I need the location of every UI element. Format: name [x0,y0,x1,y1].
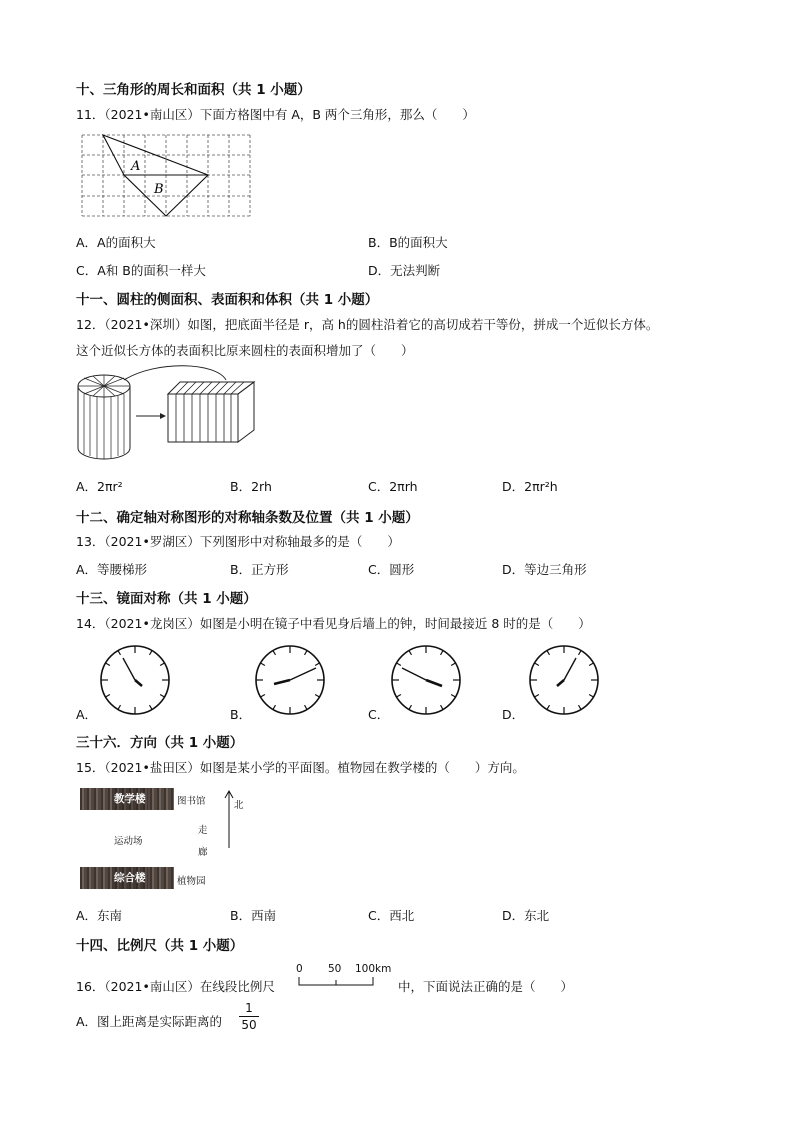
scale-tick-50: 50 [328,963,342,975]
option-13-d[interactable]: D．等边三角形 [502,562,587,577]
clock-c-icon [390,644,462,716]
clock-a-icon [99,644,171,716]
north-arrow-icon [224,790,234,850]
playground-label: 运动场 [114,836,143,847]
option-12-a[interactable]: A．2πr² [76,479,123,494]
question-15: 15．（2021•盐田区）如图是某小学的平面图。植物园在教学楼的（ ）方向。 [76,760,525,775]
question-16-pre: 16．（2021•南山区）在线段比例尺 [76,979,275,994]
section-heading-14: 十四、比例尺（共 1 小题） [76,938,244,954]
fraction-1-50 [239,1001,259,1032]
cylinder-figure [76,372,260,462]
option-14-b[interactable]: B． [230,707,252,722]
option-11-a[interactable]: A．A的面积大 [76,235,156,250]
scale-tick-0: 0 [296,963,303,975]
scale-bar [292,963,392,993]
option-13-a[interactable]: A．等腰梯形 [76,562,148,577]
option-12-c[interactable]: C．2πrh [368,479,418,494]
triangle-grid-figure [82,135,252,220]
corridor-label-1: 走 [198,825,208,836]
option-11-d[interactable]: D．无法判断 [368,263,441,278]
fraction-denominator: 50 [241,1018,257,1032]
question-12-line1: 12．（2021•深圳）如图，把底面半径是 r，高 h的圆柱沿着它的高切成若干等份，拼成一个近似长方体。 [76,317,659,332]
section-heading-12: 十二、确定轴对称图形的对称轴条数及位置（共 1 小题） [76,510,419,526]
section-heading-10: 十、三角形的周长和面积（共 1 小题） [76,82,311,98]
section-heading-13: 十三、镜面对称（共 1 小题） [76,591,257,607]
section-heading-11: 十一、圆柱的侧面积、表面积和体积（共 1 小题） [76,292,379,308]
question-13: 13．（2021•罗湖区）下列图形中对称轴最多的是（ ） [76,534,400,549]
option-15-c[interactable]: C．西北 [368,908,415,923]
question-16-post: 中，下面说法正确的是（ ） [398,979,574,994]
library-label: 图书馆 [177,796,206,807]
clock-d-icon [528,644,600,716]
option-15-d[interactable]: D．东北 [502,908,550,923]
option-12-b[interactable]: B．2rh [230,479,272,494]
school-map [80,788,250,893]
corridor-label-2: 廊 [198,847,208,858]
teaching-building: 教学楼 [80,788,174,810]
complex-building: 综合楼 [80,867,174,889]
option-13-b[interactable]: B．正方形 [230,562,289,577]
clock-b-icon [254,644,326,716]
section-heading-36: 三十六．方向（共 1 小题） [76,735,244,751]
option-14-c[interactable]: C． [368,707,390,722]
option-11-b[interactable]: B．B的面积大 [368,235,448,250]
scale-line [298,977,374,987]
label-a: A [131,159,141,174]
option-14-a[interactable]: A． [76,707,98,722]
question-11: 11．（2021•南山区）下面方格图中有 A，B 两个三角形，那么（ ） [76,107,475,122]
option-11-c[interactable]: C．A和 B的面积一样大 [76,263,206,278]
option-14-d[interactable]: D． [502,707,525,722]
fraction-numerator: 1 [245,1001,253,1015]
option-13-c[interactable]: C．圆形 [368,562,415,577]
option-16-a[interactable]: A．图上距离是实际距离的 [76,1014,223,1029]
north-label: 北 [234,800,244,811]
garden-label: 植物园 [177,876,206,887]
option-12-d[interactable]: D．2πr²h [502,479,558,494]
option-15-a[interactable]: A．东南 [76,908,123,923]
question-12-line2: 这个近似长方体的表面积比原来圆柱的表面积增加了（ ） [76,343,414,358]
scale-tick-100km: 100km [355,963,392,975]
label-b: B [154,182,164,197]
question-14: 14．（2021•龙岗区）如图是小明在镜子中看见身后墙上的钟，时间最接近 8 时的是（ ） [76,616,591,631]
option-15-b[interactable]: B．西南 [230,908,277,923]
